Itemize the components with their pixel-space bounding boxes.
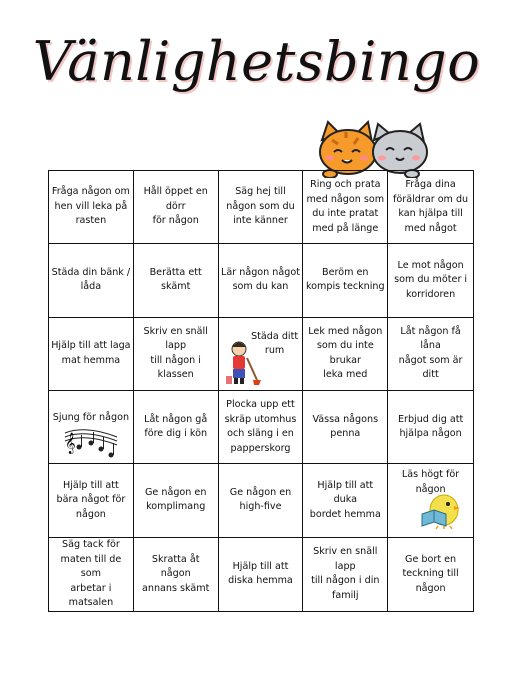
bingo-cell[interactable]: Säg tack för maten till de som arbetar i matsalen (49, 538, 134, 611)
kittens-peeking-icon (312, 118, 432, 178)
bingo-cell[interactable]: Fråga någon om hen vill leka på rasten (49, 171, 134, 244)
bingo-cell[interactable]: Erbjud dig att hjälpa någon (388, 391, 473, 464)
bingo-cell[interactable]: Städa din bänk / låda (49, 244, 134, 317)
bingo-cell[interactable]: Vässa någons penna (303, 391, 388, 464)
bingo-cell[interactable]: Skriv en snäll lapp till någon i din familj (303, 538, 388, 611)
bingo-cell-read-aloud[interactable]: Läs högt för någon (388, 464, 473, 537)
reading-chick-icon (418, 486, 462, 530)
bingo-cell[interactable]: Ge bort en teckning till någon (402, 553, 459, 594)
bingo-cell[interactable]: Le mot någon som du möter i korridoren (388, 244, 473, 317)
bingo-cell-sing[interactable]: Sjung för någon 𝄞 (49, 391, 134, 464)
bingo-cell[interactable]: Håll öppet en dörr för någon (134, 171, 219, 244)
bingo-cell[interactable]: Ring och prata med någon som du inte pratat med på länge (303, 171, 388, 244)
bingo-cell[interactable]: Fråga dina föräldrar om du kan hjälpa till med något (388, 171, 473, 244)
bingo-cell[interactable]: Lek med någon som du inte brukar leka med (303, 318, 388, 391)
bingo-cell[interactable]: Hjälp till att duka bordet hemma (303, 464, 388, 537)
bingo-cell[interactable]: Lär någon något som du kan (219, 244, 304, 317)
bingo-cell[interactable]: Skriv en snäll lapp till någon i klassen (134, 318, 219, 391)
page-title: Vänlighetsbingo (32, 30, 481, 93)
bingo-cell[interactable]: Låt någon få låna något som är ditt (388, 318, 473, 391)
bingo-cell[interactable]: Säg hej till någon som du inte känner (219, 171, 304, 244)
bingo-cell[interactable]: Hjälp till att diska hemma (219, 538, 304, 611)
bingo-cell[interactable]: Plocka upp ett skräp utomhus och släng i en papperskorg (219, 391, 304, 464)
bingo-cell[interactable]: Låt någon gå före dig i kön (134, 391, 219, 464)
music-notes-icon (63, 423, 119, 461)
bingo-grid (48, 170, 474, 612)
bingo-cell[interactable]: Ge någon en high-five (219, 464, 304, 537)
bingo-cell[interactable]: Hjälp till att bära något för någon (49, 464, 134, 537)
bingo-cell[interactable]: Ge någon en komplimang (134, 464, 219, 537)
svg-text:𝄞: 𝄞 (65, 433, 76, 454)
bingo-cell[interactable]: Skratta åt någon annans skämt (134, 538, 219, 611)
bingo-cell[interactable]: Berätta ett skämt (134, 244, 219, 317)
bingo-cell-clean-room[interactable]: Städa ditt rum (219, 318, 304, 391)
bingo-cell[interactable]: Beröm en kompis teckning (303, 244, 388, 317)
bingo-cell[interactable]: Hjälp till att laga mat hemma (49, 318, 134, 391)
